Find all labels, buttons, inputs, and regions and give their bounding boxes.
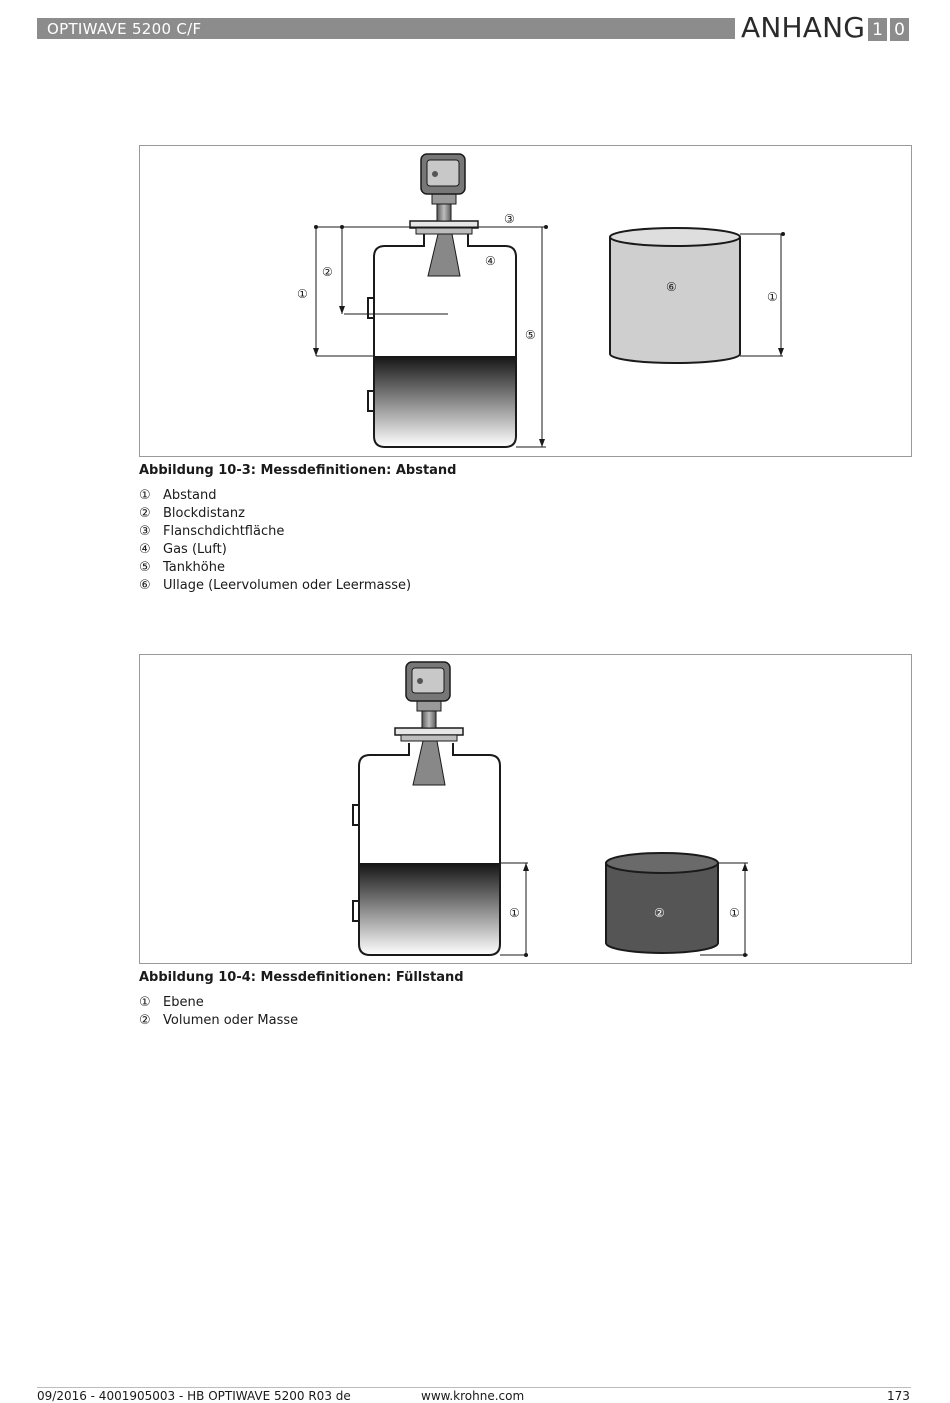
legend-item: ④ Gas (Luft)	[139, 542, 227, 557]
horn-antenna	[413, 741, 445, 785]
callout-2: ②	[322, 265, 333, 279]
figure-distance-definitions	[139, 145, 912, 457]
callout-4: ④	[485, 254, 496, 268]
chapter-number-digit: 1	[868, 18, 887, 41]
figure1-legend	[139, 487, 411, 595]
page-number: 173	[887, 1389, 910, 1403]
legend-item: ⑥ Ullage (Leervolumen oder Leermasse)	[139, 578, 412, 593]
horn-antenna	[428, 234, 460, 276]
figure-level-definitions	[139, 654, 912, 964]
legend-item: ② Blockdistanz	[139, 506, 245, 521]
chapter-label: ANHANG	[741, 11, 866, 44]
chapter-number-digit: 0	[890, 18, 909, 41]
legend-item: ⑤ Tankhöhe	[139, 560, 225, 575]
figure2-legend	[139, 994, 298, 1030]
figure2-caption: Abbildung 10-4: Messdefinitionen: Füllstand	[139, 970, 464, 985]
figure-distance-diagram	[140, 146, 911, 456]
callout-3: ③	[504, 212, 515, 226]
legend-item: ② Volumen oder Masse	[139, 1013, 299, 1028]
callout-1-ullage: ①	[767, 290, 778, 304]
callout-6: ⑥	[666, 280, 677, 294]
legend-item: ③ Flanschdichtfläche	[139, 524, 285, 539]
callout-1: ①	[509, 906, 520, 920]
legend-item: ① Abstand	[139, 488, 217, 503]
tank-liquid	[374, 356, 516, 447]
ullage-cylinder	[610, 237, 740, 363]
figure1-caption: Abbildung 10-3: Messdefinitionen: Abstand	[139, 463, 457, 478]
callout-5: ⑤	[525, 328, 536, 342]
footer-divider	[37, 1387, 911, 1388]
figure-level-diagram	[140, 655, 911, 963]
callout-2: ②	[654, 906, 665, 920]
header-product-title: OPTIWAVE 5200 C/F	[47, 20, 202, 38]
footer-website: www.krohne.com	[421, 1389, 525, 1403]
tank-liquid	[359, 863, 500, 955]
callout-1-cylinder: ①	[729, 906, 740, 920]
callout-1: ①	[297, 287, 308, 301]
footer-doc-reference: 09/2016 - 4001905003 - HB OPTIWAVE 5200 R03 de	[37, 1389, 351, 1403]
legend-item: ① Ebene	[139, 995, 204, 1010]
flange	[395, 728, 463, 735]
